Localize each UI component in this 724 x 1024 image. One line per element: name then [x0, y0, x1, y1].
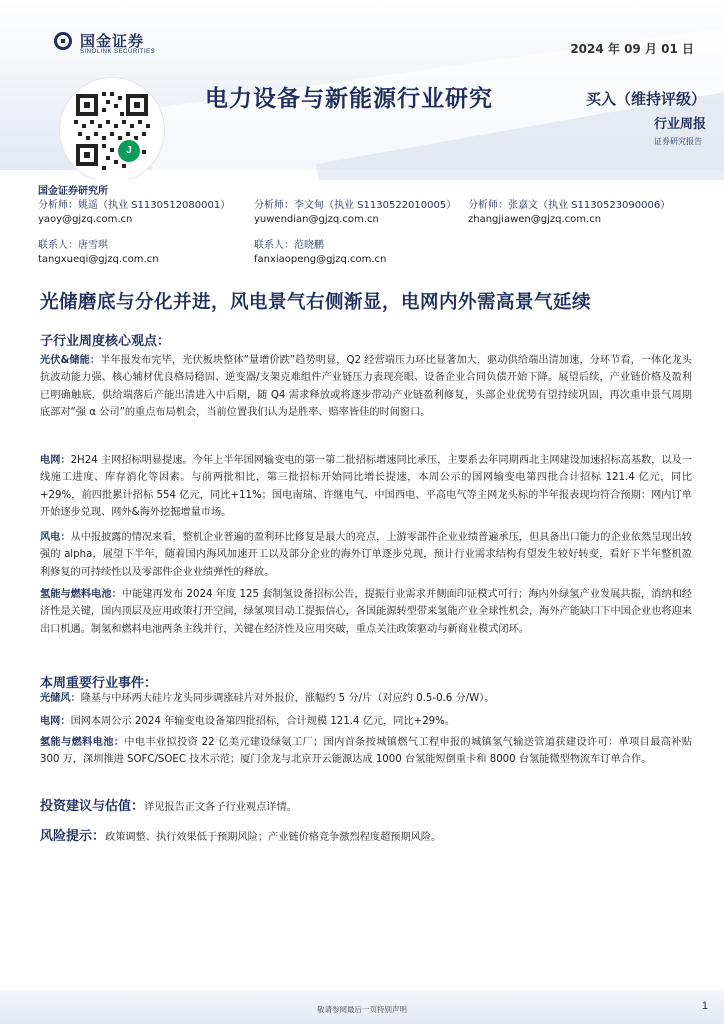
- risk-text: 政策调整、执行效果低于预期风险；产业链价格竞争激烈程度超预期风险。: [105, 832, 442, 843]
- qr-code-icon: [60, 78, 164, 180]
- core-view-text: 2H24 主网招标明显提速。今年上半年国网输变电的第一第二批招标增速同比承压，主要系去年同期西北主网建设加速招标高基数，以及一线施工进度、库存消化等因素。与前两批相比，第三批招标开始同比增长提速，本周公示的国网输变电第四批合计招标 121.4 亿元，同比+29%，前四批累计招标 554 亿元，同比+11%；国电南瑞、许继电气、中国西电、平高电气等主网龙头标的半年报表现均符合预期：网内订单开始逐步兑现、网外&海外挖掘增量市场。: [40, 455, 692, 519]
- contact-entry: [38, 239, 278, 267]
- analyst-name: 分析师：姚遥（执业 S1130512080001）: [38, 200, 231, 211]
- event-text: 国网本周公示 2024 年输变电设备第四批招标，合计规模 121.4 亿元，同比+29%。: [70, 716, 456, 727]
- event-pv-wind: [40, 690, 692, 707]
- analyst-row: [38, 199, 698, 229]
- sinolink-logo-icon: [54, 32, 72, 50]
- event-grid: [40, 713, 692, 730]
- investment-heading: 投资建议与估值：: [40, 799, 145, 814]
- core-view-label: 光伏&储能：: [40, 355, 101, 366]
- analyst-entry: [254, 199, 494, 227]
- logo-block: [22, 22, 212, 172]
- report-title: 电力设备与新能源行业研究: [205, 86, 493, 112]
- logo-text-en: SINOLINK SECURITIES: [80, 49, 156, 55]
- analyst-email[interactable]: yaoy@gjzq.com.cn: [38, 214, 133, 225]
- contact-entry: [254, 239, 494, 267]
- analyst-email[interactable]: zhangjiawen@gjzq.com.cn: [468, 214, 602, 225]
- core-view-text: 从中报披露的情况来看，整机企业普遍的盈利环比修复是最大的亮点，上游零部件企业业绩普遍承压，但具备出口能力的企业依然呈现出较强的 alpha，展望下半年，随着国内海风加速开工以及部分企业的海外订单逐步兑现，预计行业需求结构有望发生较好转变，看好下半年整机盈利修复的可持续性以及零部件企业业绩弹性的释放。: [40, 532, 692, 578]
- report-date: 2024 年 09 月 01 日: [570, 42, 694, 56]
- core-view-label: 风电：: [40, 532, 71, 543]
- analyst-entry: [38, 199, 278, 227]
- contact-name: 联系人：唐雪琪: [38, 240, 108, 251]
- core-view-hydrogen: [40, 586, 692, 638]
- event-text: 隆基与中环两大硅片龙头同步调涨硅片对外报价，涨幅约 5 分/片（对应约 0.5-0.6 分/W）。: [80, 693, 495, 704]
- core-view-grid: [40, 452, 692, 522]
- investment-text: 详见报告正文各子行业观点详情。: [144, 802, 297, 813]
- core-view-pv-storage: [40, 352, 692, 422]
- contact-email[interactable]: tangxueqi@gjzq.com.cn: [38, 254, 159, 265]
- analyst-name: 分析师：张嘉文（执业 S1130523090006）: [468, 200, 671, 211]
- contact-email[interactable]: fanxiaopeng@gjzq.com.cn: [254, 254, 387, 265]
- contact-name: 联系人：范晓鹏: [254, 240, 324, 251]
- risk-heading: 风险提示：: [40, 829, 106, 844]
- report-headline: 光储磨底与分化并进，风电景气右侧渐显，电网内外需高景气延续: [40, 292, 592, 313]
- analyst-block: [38, 182, 698, 269]
- investment-advice: [40, 798, 692, 816]
- logo-text-cn: 国金证券: [80, 32, 145, 50]
- core-view-text: 中能建再发布 2024 年度 125 套制氢设备招标公告，提振行业需求并侧面印证模式可行；海内外绿氢产业发展共振，消纳和经济性是关键，国内顶层及应用政策打开空间，绿氢项目动工提振信心，各国能源转型带来氢能产业全球性机会，海外产能缺口下中国企业也将迎来出口机遇。制氢和燃料电池两条主线并行，关键在经济性及应用突破，重点关注政策驱动与新商业模式闭环。: [40, 589, 692, 635]
- analyst-email[interactable]: yuwendian@gjzq.com.cn: [254, 214, 379, 225]
- event-label: 电网：: [40, 716, 71, 727]
- event-text: 中电丰业拟投资 22 亿美元建设绿氨工厂；国内首条按城镇燃气工程申报的城镇氢气输送管道获建设许可：单项目最高补贴 300 万，深圳推进 SOFC/SOEC 技术示范；厦门金龙与北京开云能源达成 1000 台氢能短倒重卡和 8000 台氢能微型物流车订单合作。: [40, 737, 692, 766]
- core-view-label: 电网：: [40, 455, 71, 466]
- core-view-wind: [40, 529, 692, 581]
- analyst-name: 分析师：李文甸（执业 S1130522010005）: [254, 200, 457, 211]
- wechat-badge-icon: J: [116, 138, 142, 164]
- core-view-label: 氢能与燃料电池：: [40, 589, 122, 600]
- risk-warning: [40, 828, 692, 846]
- report-type: 行业周报: [653, 117, 706, 132]
- event-label: 光储风：: [40, 693, 81, 704]
- core-view-text: 半年报发布完毕，光伏板块整体“量增价跌”趋势明显，Q2 经营端压力环比显著加大，驱动供给端出清加速，分环节看，一体化龙头抗波动能力强、核心辅材优良格局稳固、逆变器/支架克难组件产业链压力表现亮眼、设备企业合同负债开始下降。展望后续，产业链价格及盈利已明确触底，供给端落后产能出清进入中后期，随 Q4 需求释放或将逐步带动产业链盈利修复，头部企业优势有望持续巩固，再次重申景气周期底部对“强 α 公司”的重点布局机会，当前位置我们认为是胜率、赔率皆佳的时间窗口。: [40, 355, 692, 419]
- contact-row: [38, 239, 698, 269]
- footer-disclaimer: 敬请参阅最后一页特别声明: [317, 1005, 407, 1014]
- page-number: 1: [701, 1000, 708, 1012]
- institute-name: 国金证券研究所: [38, 186, 108, 197]
- events-heading: 本周重要行业事件：: [40, 676, 158, 691]
- event-hydrogen: [40, 734, 692, 769]
- report-subtype: 证券研究报告: [654, 137, 702, 146]
- event-label: 氢能与燃料电池：: [40, 737, 125, 748]
- analyst-entry: [468, 199, 708, 227]
- core-views-heading: 子行业周度核心观点：: [40, 334, 171, 349]
- report-header: [0, 0, 724, 180]
- rating-badge: 买入（维持评级）: [585, 90, 706, 108]
